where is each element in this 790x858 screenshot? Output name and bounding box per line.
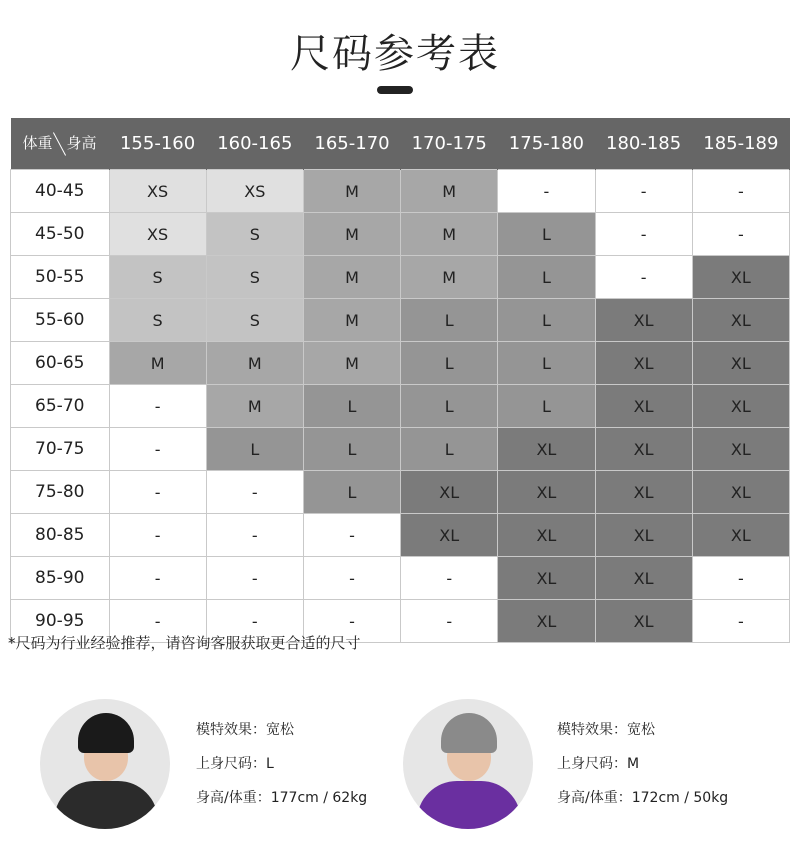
size-cell: L	[303, 428, 400, 471]
size-cell: S	[206, 256, 303, 299]
size-cell: -	[109, 385, 206, 428]
size-cell: S	[206, 299, 303, 342]
model-size: 上身尺码：L	[196, 756, 274, 772]
size-cell: -	[206, 600, 303, 643]
size-cell: XS	[109, 170, 206, 213]
model-avatar-2	[403, 699, 533, 829]
model-info-2	[557, 720, 728, 822]
size-cell: XL	[692, 428, 789, 471]
size-cell: -	[206, 557, 303, 600]
size-cell: XL	[498, 600, 595, 643]
size-cell: L	[401, 428, 498, 471]
size-cell: XL	[595, 385, 692, 428]
size-cell: -	[303, 600, 400, 643]
title-underline	[377, 86, 413, 94]
size-cell: L	[498, 385, 595, 428]
model-stats: 身高/体重：177cm / 62kg	[196, 790, 368, 806]
weight-cell: 45-50	[11, 213, 110, 256]
height-col-2: 165-170	[303, 118, 400, 170]
size-row	[11, 342, 790, 385]
size-cell: XL	[692, 299, 789, 342]
size-chart-body	[11, 170, 790, 643]
size-cell: S	[109, 299, 206, 342]
weight-cell: 55-60	[11, 299, 110, 342]
size-cell: -	[109, 557, 206, 600]
size-cell: XL	[498, 514, 595, 557]
size-cell: XL	[401, 514, 498, 557]
weight-cell: 40-45	[11, 170, 110, 213]
size-note: *尺码为行业经验推荐，请咨询客服获取更合适的尺寸	[8, 634, 361, 652]
size-row	[11, 299, 790, 342]
weight-cell: 60-65	[11, 342, 110, 385]
beanie-shape	[441, 713, 497, 753]
size-cell: -	[401, 600, 498, 643]
size-cell: XL	[692, 471, 789, 514]
size-cell: -	[692, 557, 789, 600]
size-cell: XL	[595, 471, 692, 514]
size-row	[11, 428, 790, 471]
size-cell: -	[206, 471, 303, 514]
size-row	[11, 213, 790, 256]
size-cell: M	[303, 256, 400, 299]
page-title: 尺码参考表	[290, 31, 500, 77]
size-row	[11, 385, 790, 428]
jacket-shape	[417, 781, 521, 829]
size-row	[11, 557, 790, 600]
size-cell: XL	[595, 428, 692, 471]
size-cell: L	[401, 299, 498, 342]
size-cell: XL	[692, 256, 789, 299]
size-cell: XL	[595, 514, 692, 557]
size-cell: M	[303, 342, 400, 385]
size-row	[11, 170, 790, 213]
weight-cell: 70-75	[11, 428, 110, 471]
size-cell: M	[206, 342, 303, 385]
corner-header	[11, 118, 110, 170]
beanie-shape	[78, 713, 134, 753]
size-cell: M	[303, 170, 400, 213]
size-chart-table	[10, 118, 790, 643]
size-cell: M	[401, 170, 498, 213]
model-stats: 身高/体重：172cm / 50kg	[557, 790, 729, 806]
size-cell: XL	[692, 385, 789, 428]
size-cell: -	[595, 256, 692, 299]
model-info-1	[196, 720, 367, 822]
weight-cell: 80-85	[11, 514, 110, 557]
size-cell: M	[401, 213, 498, 256]
height-col-0: 155-160	[109, 118, 206, 170]
model-avatar-1	[40, 699, 170, 829]
size-cell: L	[303, 385, 400, 428]
size-cell: XL	[692, 514, 789, 557]
size-cell: M	[303, 299, 400, 342]
model-size: 上身尺码：M	[557, 756, 640, 772]
size-cell: XL	[595, 600, 692, 643]
size-cell: XL	[498, 471, 595, 514]
size-row	[11, 471, 790, 514]
size-cell: L	[401, 342, 498, 385]
header-row	[11, 118, 790, 170]
size-cell: -	[401, 557, 498, 600]
height-col-1: 160-165	[206, 118, 303, 170]
size-cell: L	[303, 471, 400, 514]
size-cell: L	[498, 342, 595, 385]
size-cell: -	[595, 213, 692, 256]
size-cell: M	[109, 342, 206, 385]
size-cell: -	[109, 600, 206, 643]
size-cell: -	[303, 557, 400, 600]
size-cell: -	[498, 170, 595, 213]
size-cell: XL	[595, 342, 692, 385]
size-cell: -	[692, 600, 789, 643]
size-cell: L	[498, 299, 595, 342]
size-cell: -	[303, 514, 400, 557]
size-cell: -	[109, 471, 206, 514]
size-cell: -	[692, 213, 789, 256]
size-cell: XL	[595, 299, 692, 342]
height-col-5: 180-185	[595, 118, 692, 170]
size-cell: XL	[498, 428, 595, 471]
weight-cell: 65-70	[11, 385, 110, 428]
height-col-3: 170-175	[401, 118, 498, 170]
size-cell: M	[401, 256, 498, 299]
size-cell: M	[206, 385, 303, 428]
diagonal-divider	[53, 133, 67, 155]
weight-header: 体重	[22, 134, 53, 153]
size-cell: L	[498, 256, 595, 299]
size-cell: XS	[109, 213, 206, 256]
model-fit: 模特效果：宽松	[557, 722, 655, 738]
size-cell: S	[109, 256, 206, 299]
model-fit: 模特效果：宽松	[196, 722, 294, 738]
size-row	[11, 256, 790, 299]
size-cell: -	[595, 170, 692, 213]
size-cell: XS	[206, 170, 303, 213]
height-col-6: 185-189	[692, 118, 789, 170]
size-cell: -	[109, 428, 206, 471]
size-cell: L	[401, 385, 498, 428]
size-cell: L	[498, 213, 595, 256]
weight-cell: 50-55	[11, 256, 110, 299]
size-cell: XL	[692, 342, 789, 385]
size-cell: -	[206, 514, 303, 557]
height-header: 身高	[66, 134, 97, 153]
size-cell: M	[303, 213, 400, 256]
size-cell: -	[109, 514, 206, 557]
size-cell: XL	[595, 557, 692, 600]
weight-cell: 75-80	[11, 471, 110, 514]
size-row	[11, 514, 790, 557]
size-cell: S	[206, 213, 303, 256]
jacket-shape	[54, 781, 158, 829]
size-cell: L	[206, 428, 303, 471]
size-cell: XL	[498, 557, 595, 600]
height-col-4: 175-180	[498, 118, 595, 170]
weight-cell: 85-90	[11, 557, 110, 600]
weight-cell: 90-95	[11, 600, 110, 643]
size-cell: -	[692, 170, 789, 213]
size-cell: XL	[401, 471, 498, 514]
